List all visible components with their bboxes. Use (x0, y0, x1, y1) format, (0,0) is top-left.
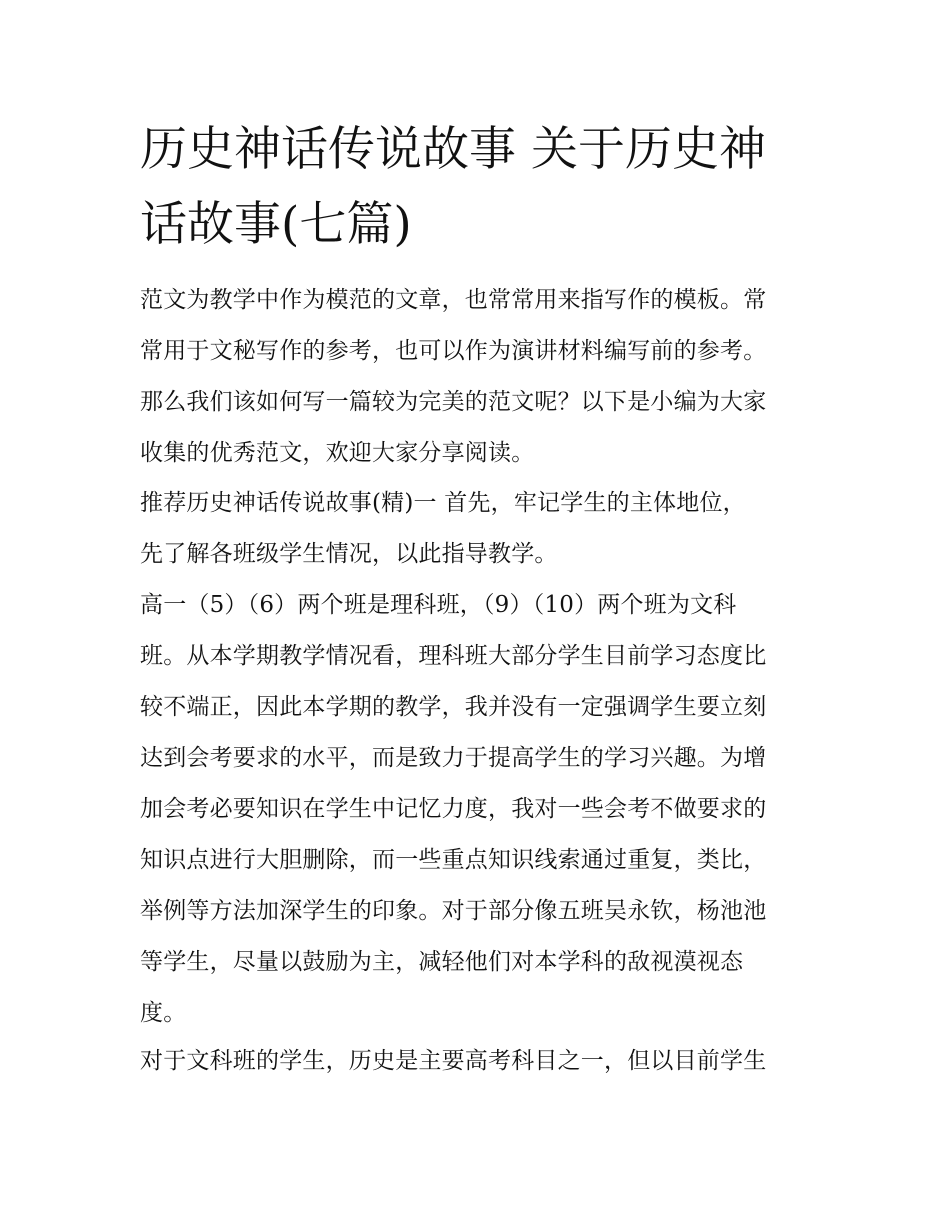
text-line: 推荐历史神话传说故事(精)一 首先，牢记学生的主体地位， (140, 490, 746, 516)
title-line: 话故事(七篇) (140, 197, 412, 252)
text-line: 度。 (140, 1000, 187, 1026)
text-line: 班。从本学期教学情况看，理科班大部分学生目前学习态度比 (140, 643, 767, 669)
text-line: 加会考必要知识在学生中记忆力度，我对一些会考不做要求的 (140, 796, 767, 822)
paragraph-liberal-arts (140, 1036, 820, 1087)
text-line: 范文为教学中作为模范的文章，也常常用来指写作的模板。常 (140, 287, 767, 313)
text-line: 等学生，尽量以鼓励为主，减轻他们对本学科的敌视漠视态 (140, 949, 744, 975)
text-line: 收集的优秀范文，欢迎大家分享阅读。 (140, 440, 535, 466)
document-title (140, 112, 820, 262)
title-line: 历史神话传说故事 关于历史神 (140, 122, 766, 177)
text-line: 那么我们该如何写一篇较为完美的范文呢？以下是小编为大家 (140, 389, 767, 415)
text-line: 达到会考要求的水平，而是致力于提高学生的学习兴趣。为增 (140, 745, 767, 771)
paragraph-recommend (140, 478, 820, 580)
text-line: 对于文科班的学生，历史是主要高考科目之一，但以目前学生 (140, 1048, 767, 1074)
text-line: 常用于文秘写作的参考，也可以作为演讲材料编写前的参考。 (140, 338, 767, 364)
text-line: 先了解各班级学生情况，以此指导教学。 (140, 541, 558, 567)
paragraph-intro (140, 275, 820, 479)
text-line: 知识点进行大胆删除，而一些重点知识线索通过重复，类比， (140, 847, 767, 873)
paragraph-grade-one (140, 580, 820, 1039)
text-line: 高一（5）（6）两个班是理科班，（9）（10）两个班为文科 (140, 592, 737, 618)
text-line: 较不端正，因此本学期的教学，我并没有一定强调学生要立刻 (140, 694, 767, 720)
text-line: 举例等方法加深学生的印象。对于部分像五班吴永钦，杨池池 (140, 898, 767, 924)
